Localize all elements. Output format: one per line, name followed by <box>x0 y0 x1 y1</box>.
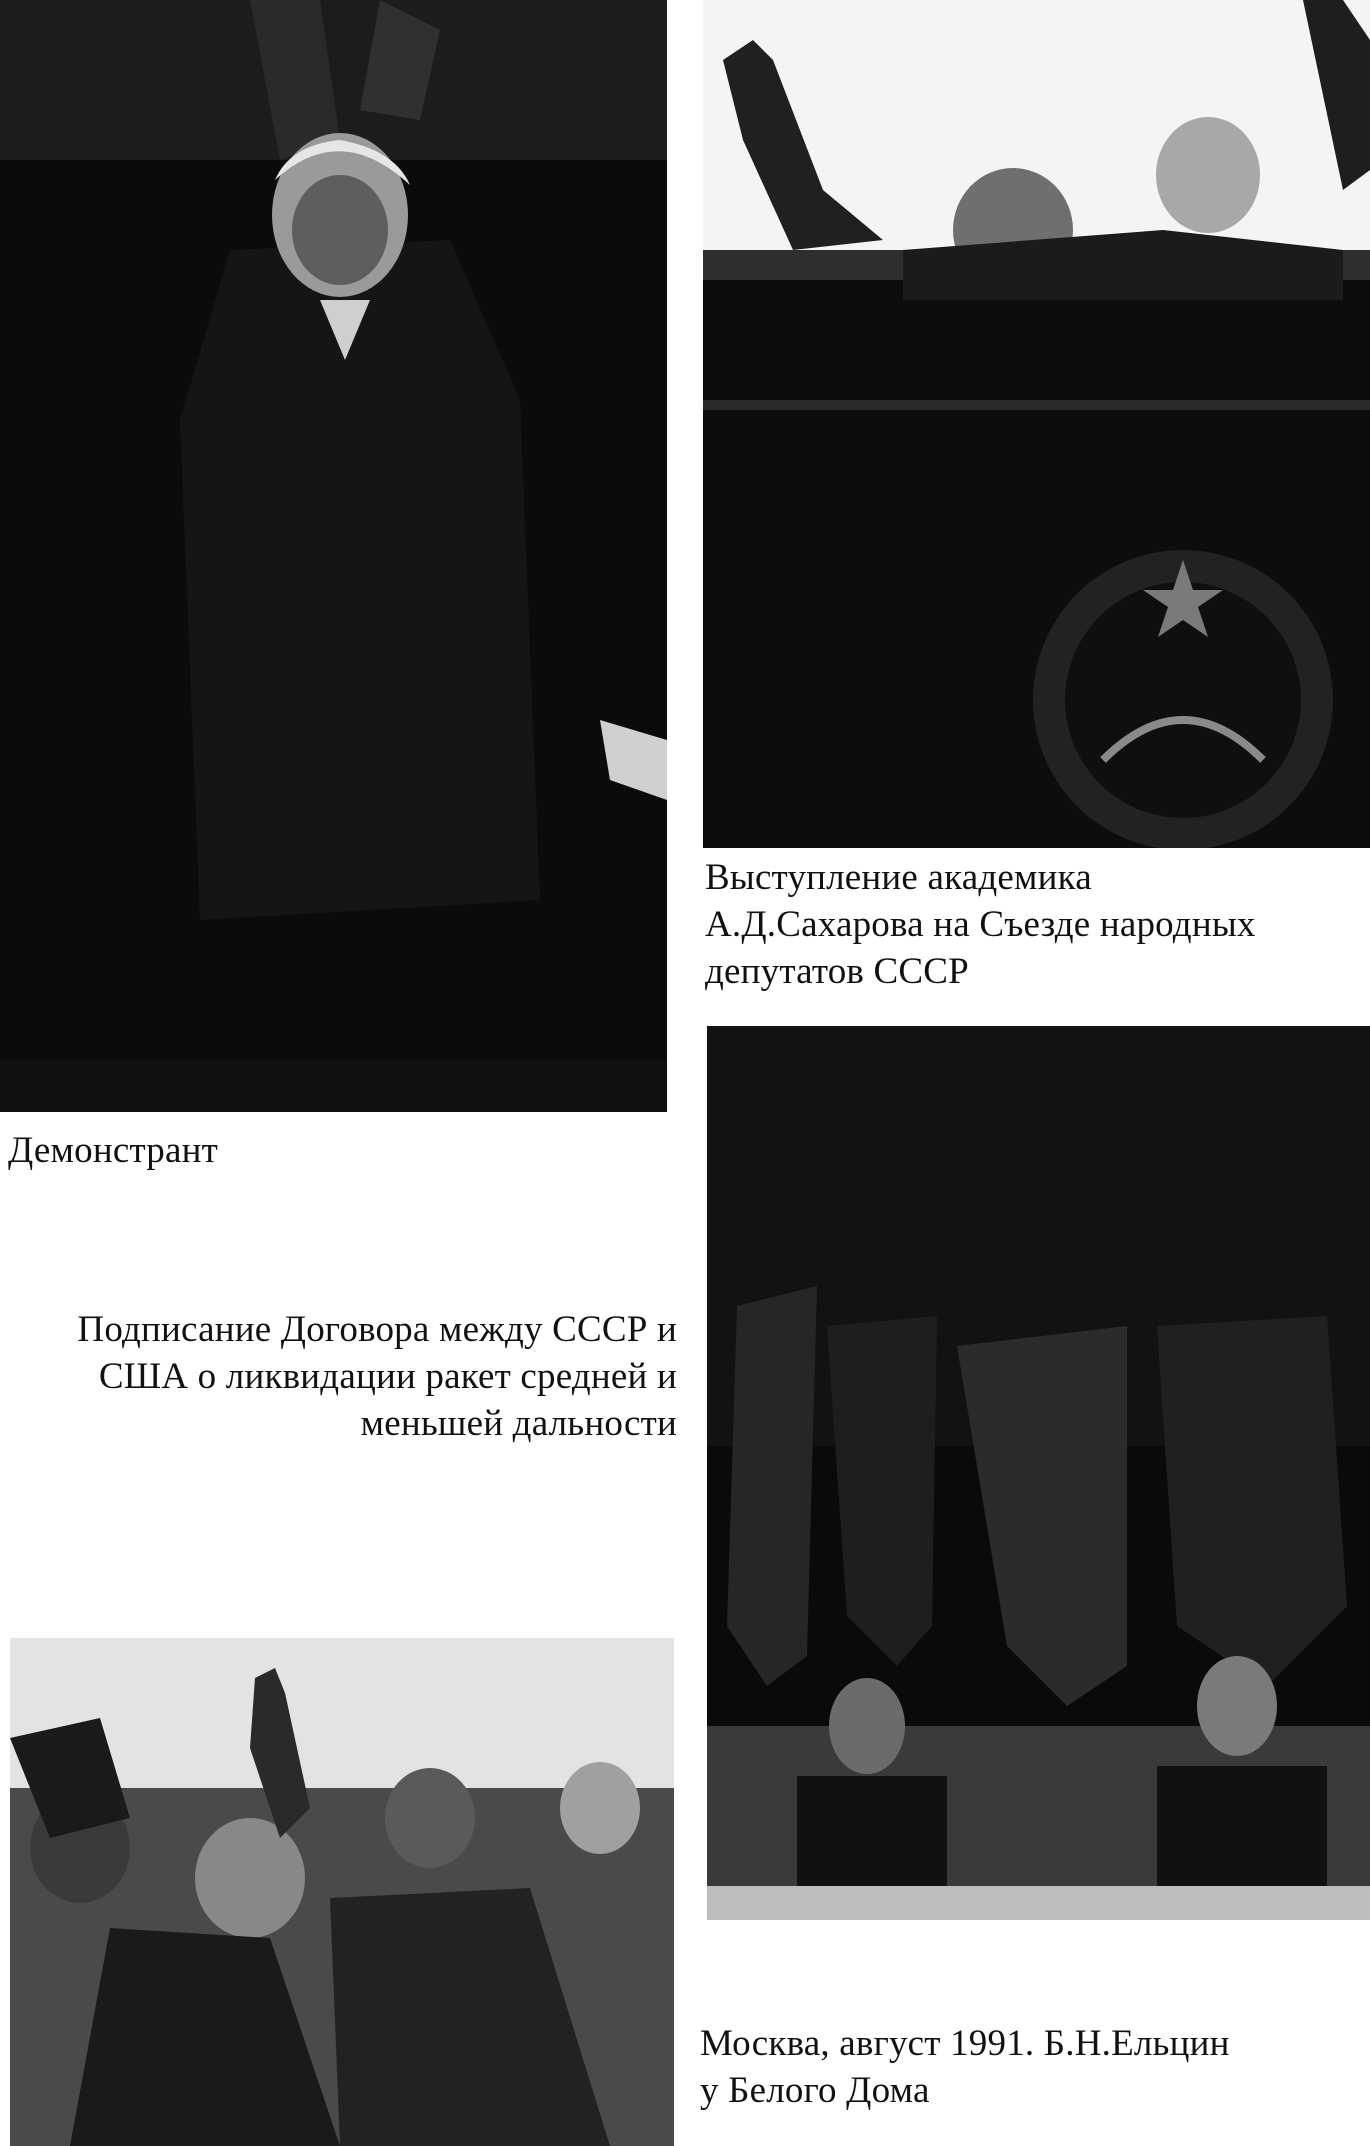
caption-line: Подписание Договора между СССР и <box>77 1309 677 1350</box>
caption-line: США о ликвидации ракет средней и <box>98 1356 677 1397</box>
caption-line: А.Д.Сахарова на Съезде народных <box>705 904 1256 945</box>
photo-sakharov-image <box>703 0 1370 848</box>
photo-demonstrator <box>0 0 667 1112</box>
photo-signing-image <box>707 1026 1370 1920</box>
photo-demonstrator-image <box>0 0 667 1112</box>
caption-line: Демонстрант <box>8 1130 218 1171</box>
caption-line: Выступление академика <box>705 857 1092 898</box>
photo-yeltsin-image <box>10 1638 674 2146</box>
photo-yeltsin <box>10 1638 674 2146</box>
caption-line: меньшей дальности <box>360 1403 677 1444</box>
caption-line: у Белого Дома <box>700 2070 930 2111</box>
photo-signing <box>707 1026 1370 1920</box>
caption-line: депутатов СССР <box>705 951 969 992</box>
caption-demonstrator <box>8 1127 218 1174</box>
photo-sakharov <box>703 0 1370 848</box>
caption-signing <box>77 1306 677 1447</box>
caption-yeltsin <box>700 2020 1230 2114</box>
caption-line: Москва, август 1991. Б.Н.Ельцин <box>700 2023 1230 2064</box>
caption-sakharov <box>705 854 1256 995</box>
